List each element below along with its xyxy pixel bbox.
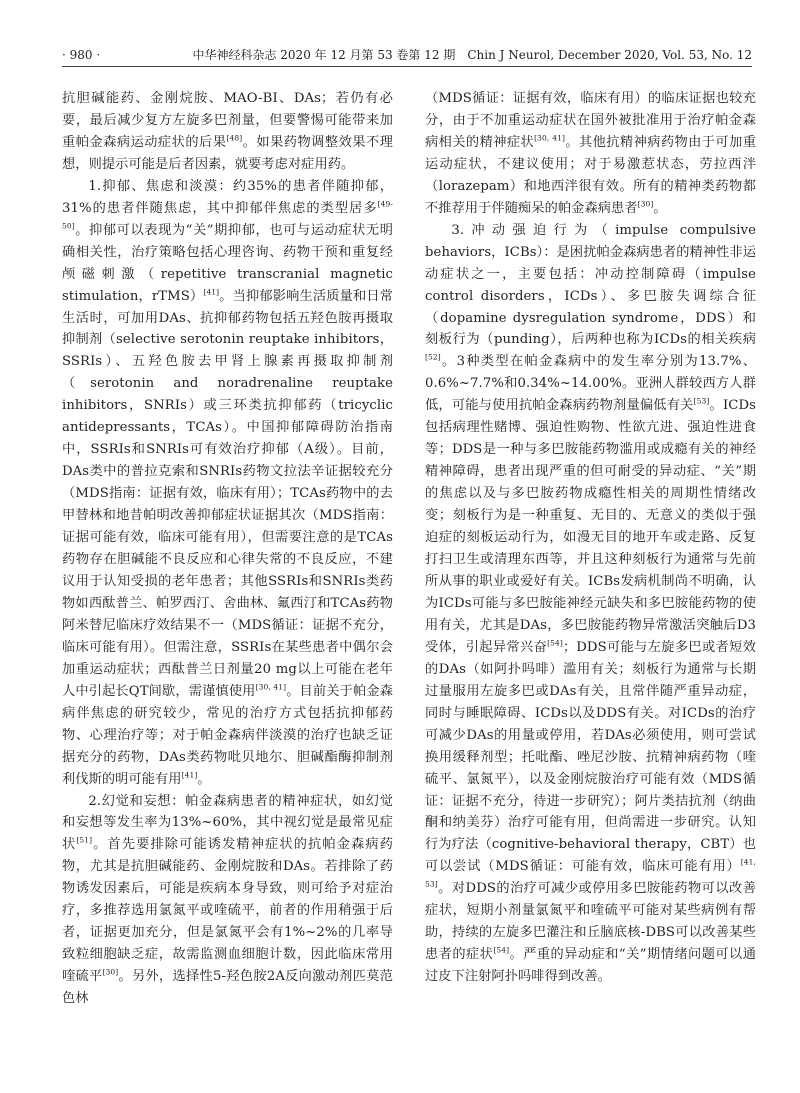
citation-ref: [48] [226, 133, 243, 143]
text-run: ；DDS可能与左旋多巴或者短效的DAs（如阿扑吗啡）滥用有关；刻板行为通常与长期过量服用左旋多巴或DAs有关，且常伴随严重异动症，同时与睡眠障碍、ICDs以及DDS有关。对ICDs的治疗可减少DAs的用量或停用，若DAs必须使用，则可尝试换用缓释剂型；托吡酯、唑尼沙胺、抗精神病药物（喹硫平、氯氮平），以及金刚烷胺治疗可能有效（MDS循证：证据不充分，待进一步研究）；阿片类拮抗剂（纳曲酮和纳美芬）治疗可能有用，但尚需进一步研究。认知行为疗法（cognitive-behavioral therapy，CBT）也可以尝试（MDS循证：可能有效，临床可能有用） [425, 639, 756, 875]
page-number: · 980 · [62, 48, 101, 62]
journal-info: 中华神经科杂志 2020 年 12 月第 53 卷第 12 期 Chin J Neurol, December 2020, Vol. 53, No. 12 [192, 48, 752, 62]
page-header [62, 44, 752, 67]
left-column-paragraph [62, 88, 393, 176]
left-column [62, 88, 393, 1010]
text-run: 。 [197, 771, 211, 787]
text-run: 。ICDs包括病理性赌博、强迫性购物、性欲亢进、强迫性进食等；DDS是一种与多巴胺能药物滥用或成瘾有关的神经精神障碍，患者出现严重的但可耐受的异动症、“关”期的焦虑以及与多巴胺药物成瘾性相关的周期性情绪改变；刻板行为是一种重复、无目的、无意义的类似于强迫症的刻板运动行为，如漫无目的地开车或走路、反复打扫卫生或清理东西等，并且这种刻板行为通常与先前所从事的职业或爱好有关。ICBs发病机制尚不明确，认为ICDs可能与多巴胺能神经元缺失和多巴胺能药物的使用有关，尤其是DAs，多巴胺能药物异常激活突触后D3受体，引起异常兴奋 [425, 398, 757, 655]
text-run: 。抑郁可以表现为“关”期抑郁，也可与运动症状无明确相关性，治疗策略包括心理咨询、药物干预和重复经颅磁刺激（repetitive transcranial magnetic stimulation，rTMS） [62, 222, 393, 304]
citation-ref: [54] [493, 945, 510, 955]
left-column-paragraph [62, 791, 393, 1011]
right-column-paragraph [425, 220, 756, 988]
text-run: 。3种类型在帕金森病中的发生率分别为13.7%、0.6%~7.7%和0.34%~14.00%。亚洲人群较西方人群低，可能与使用抗帕金森病药物剂量偏低有关 [425, 354, 756, 414]
text-run: 。另外，选择性5-羟色胺2A反向激动剂匹莫范色林 [62, 969, 393, 1007]
citation-ref: [30, 41] [534, 133, 566, 143]
text-run: 。对DDS的治疗可减少或停用多巴胺能药物可以改善症状，短期小剂量氯氮平和喹硫平可能对某些病例有帮助，持续的左旋多巴灌注和丘脑底核-DBS可以改善某些患者的症状 [425, 881, 756, 963]
text-run: 。如果药物调整效果不理想，则提示可能是后者因素，就要考虑对症用药。 [62, 134, 393, 172]
citation-ref: [30] [102, 967, 119, 977]
text-run: 。其他抗精神病药物由于可加重运动症状，不建议使用；对于易激惹状态，劳拉西泮（lorazepam）和地西泮很有效。所有的精神类药物都不推荐用于伴随痴呆的帕金森病患者 [425, 134, 756, 216]
text-run: 。目前关于帕金森病伴焦虑的研究较少，常见的治疗方式包括抗抑郁药物、心理治疗等；对于帕金森病伴淡漠的治疗也缺乏证据充分的药物，DAs类药物吡贝地尔、胆碱酯酶抑制剂利伐斯的明可能有用 [62, 683, 393, 787]
citation-ref: [54] [547, 638, 563, 648]
right-column-paragraph [425, 88, 756, 220]
citation-ref: [53] [693, 396, 710, 406]
text-run: 。 [653, 200, 667, 216]
citation-ref: [41] [203, 287, 220, 297]
citation-ref: [49-50] [62, 199, 393, 231]
text-run: 1.抑郁、焦虑和淡漠：约35%的患者伴随抑郁，31%的患者伴随焦虑，其中抑郁伴焦虑的类型居多 [62, 178, 393, 216]
citation-ref: [30, 41] [255, 682, 287, 692]
left-column-paragraph [62, 176, 393, 791]
text-run: 3.冲动强迫行为（impulse compulsive behaviors，ICBs）：是困扰帕金森病患者的精神性非运动症状之一，主要包括：冲动控制障碍（impulse control disorders，ICDs）、多巴胺失调综合征（dopamine dysregulation syndrome，DDS）和刻板行为（punding），后两种也称为ICDs的相关疾病 [425, 222, 756, 348]
citation-ref: [41] [181, 770, 198, 780]
citation-ref: [30] [637, 199, 654, 209]
text-run: 。首先要排除可能诱发精神症状的抗帕金森病药物，尤其是抗胆碱能药、金刚烷胺和DAs。若排除了药物诱发因素后，可能是疾病本身导致，则可给予对症治疗，多推荐选用氯氮平或喹硫平，前者的作用稍强于后者，证据更加充分，但是氯氮平会有1%~2%的几率导致粒细胞缺乏症，故需监测血细胞计数，因此临床常用喹硫平 [62, 837, 393, 985]
text-run: （MDS循证：证据有效，临床有用）的临床证据也较充分，由于不加重运动症状在国外被批准用于治疗帕金森病相关的精神症状 [425, 91, 756, 150]
citation-ref: [41, 53] [425, 857, 756, 889]
citation-ref: [52] [425, 353, 441, 363]
text-run: 。严重的异动症和“关”期情绪问题可以通过皮下注射阿扑吗啡得到改善。 [425, 947, 756, 985]
text-run: 。当抑郁影响生活质量和日常生活时，可加用DAs、抗抑郁药物包括五羟色胺再摄取抑制剂（selective serotonin reuptake inhibitors，SSRIs）、五羟色胺去甲肾上腺素再摄取抑制剂（serotonin and noradrenaline reuptake inhibitors，SNRIs）或三环类抗抑郁药（tricyclic antidepressants，TCAs）。中国抑郁障碍防治指南中，SSRIs和SNRIs可有效治疗抑郁（A级）。目前，DAs类中的普拉克索和SNRIs药物文拉法辛证据较充分（MDS指南：证据有效，临床有用）；TCAs药物中的去甲替林和地昔帕明改善抑郁症状证据其次（MDS指南：证据可能有效，临床可能有用），但需要注意的是TCAs药物存在胆碱能不良反应和心律失常的不良反应，不建议用于认知受损的老年患者；其他SSRIs和SNRIs类药物如西酞普兰、帕罗西汀、舍曲林、氟西汀和TCAs药物阿米替尼临床疗效结果不一（MDS循证：证据不充分，临床可能有用）。但需注意，SSRIs在某些患者中偶尔会加重运动症状；西酞普兰日剂量20 mg以上可能在老年人中引起长QT间歇，需谨慎使用 [62, 288, 393, 699]
right-column [425, 88, 756, 988]
text-run: 抗胆碱能药、金刚烷胺、MAO-BI、DAs；若仍有必要，最后减少复方左旋多巴剂量，但要警惕可能带来加重帕金森病运动症状的后果 [62, 91, 393, 150]
text-run: 2.幻觉和妄想：帕金森病患者的精神症状，如幻觉和妄想等发生率为13%~60%，其中视幻觉是最常见症状 [62, 793, 393, 853]
citation-ref: [51] [76, 836, 93, 846]
